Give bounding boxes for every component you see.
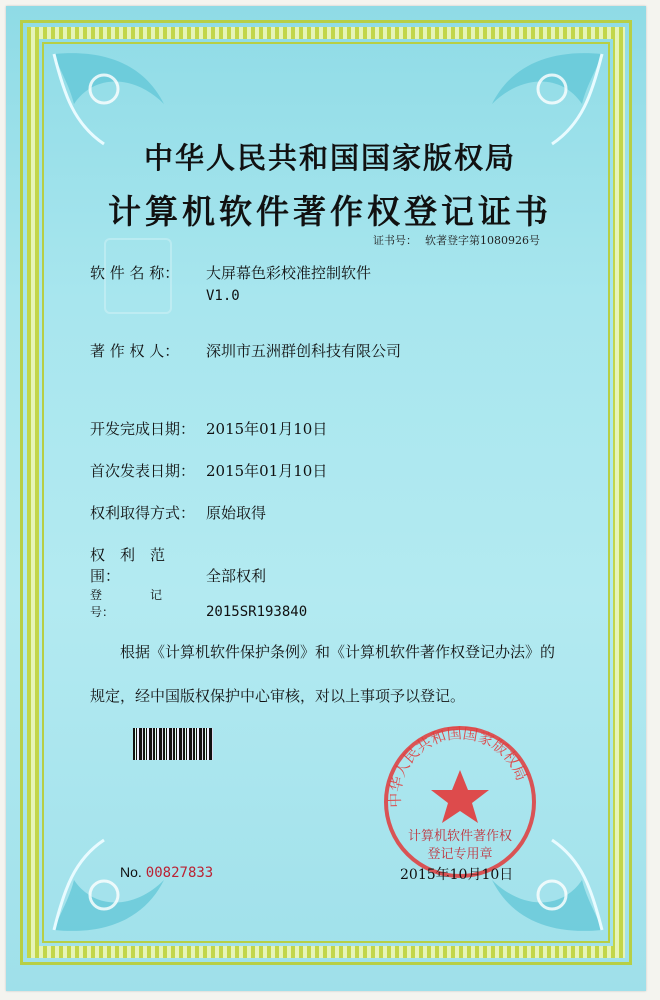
field-completion-date (90, 418, 327, 439)
field-value: 深圳市五洲群创科技有限公司 (206, 342, 402, 360)
issuing-authority: 中华人民共和国国家版权局 (143, 141, 516, 175)
official-seal (380, 722, 540, 882)
field-rights-scope (90, 544, 266, 586)
field-label: 权 利 范 围： (90, 546, 181, 585)
field-value: 2015年01月10日 (206, 462, 328, 480)
certificate-number-label: 证书号： (373, 234, 417, 247)
field-value: 全部权利 (206, 567, 267, 585)
corner-ornament-bottom-left (44, 830, 184, 940)
seal-star-icon (431, 770, 489, 823)
seal-center-line-2: 登记专用章 (427, 847, 493, 862)
field-label: 著 作 权 人： (90, 342, 180, 360)
field-label: 首次发表日期： (90, 462, 196, 480)
serial-number (120, 864, 213, 881)
field-value: 大屏幕色彩校准控制软件 (206, 264, 372, 282)
field-copyright-owner (90, 340, 401, 361)
statement-line-1: 根据《计算机软件保护条例》和《计算机软件著作权登记办法》的 (120, 643, 556, 661)
certificate-number-value: 软著登字第1080926号 (425, 234, 540, 247)
seal-ring-text: 中华人民共和国国家版权局 (385, 724, 531, 808)
field-acquisition-method (90, 502, 266, 523)
field-label: 权利取得方式： (90, 504, 196, 522)
issue-date: 2015年10月10日 (400, 867, 514, 883)
field-label: 登 记 号： (90, 588, 211, 619)
seal-center-line-1: 计算机软件著作权 (407, 829, 513, 844)
software-version: V1.0 (206, 288, 240, 304)
barcode (133, 728, 213, 760)
serial-number-value: 00827833 (145, 865, 214, 881)
field-publication-date (90, 460, 327, 481)
certificate-title: 计算机软件著作权登记证书 (108, 192, 552, 231)
statement-line-2: 规定，经中国版权保护中心审核，对以上事项予以登记。 (90, 687, 466, 705)
field-value: 2015年01月10日 (206, 420, 328, 438)
field-value: 2015SR193840 (206, 604, 308, 620)
field-software-name (90, 262, 371, 283)
serial-number-label: No. (120, 864, 142, 880)
field-value: 原始取得 (206, 504, 267, 522)
certificate-number (365, 232, 540, 248)
field-label: 软 件 名 称： (90, 264, 180, 282)
field-label: 开发完成日期： (90, 420, 196, 438)
field-registration-number (90, 586, 307, 620)
